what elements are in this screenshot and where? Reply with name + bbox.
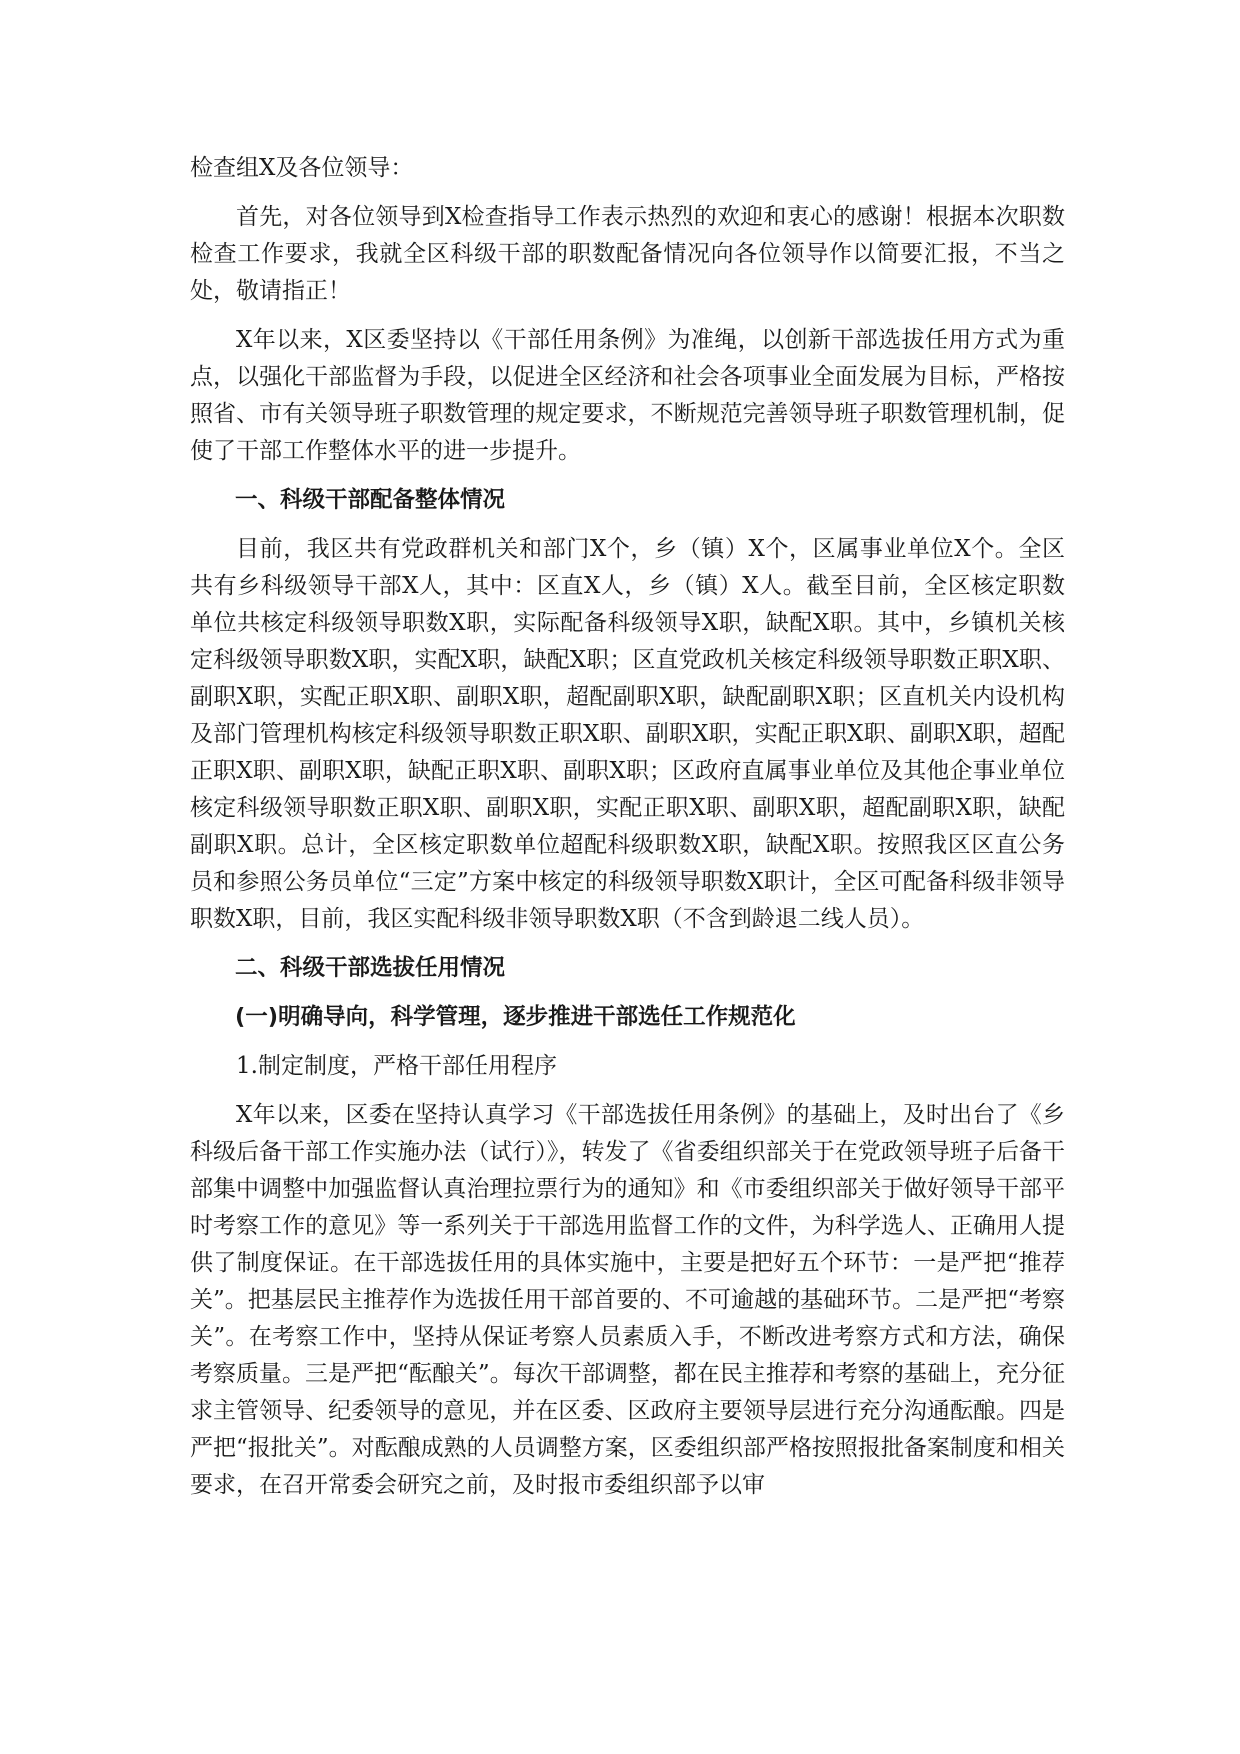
section2-paragraph: X年以来，区委在坚持认真学习《干部选拔任用条例》的基础上，及时出台了《乡科级后备干部工作实施办法（试行）》，转发了《省委组织部关于在党政领导班子后备干部集中调整中加强监督认真治理拉票行为的通知》和《市委组织部关于做好领导干部平时考察工作的意见》等一系列关于干部选用监督工作的文件，为科学选人、正确用人提供了制度保证。在干部选拔任用的具体实施中，主要是把好五个环节：一是严把“推荐关”。把基层民主推荐作为选拔任用干部首要的、不可逾越的基础环节。二是严把“考察关”。在考察工作中，坚持从保证考察人员素质入手，不断改进考察方式和方法，确保考察质量。三是严把“酝酿关”。每次干部调整，都在民主推荐和考察的基础上，充分征求主管领导、纪委领导的意见，并在区委、区政府主要领导层进行充分沟通酝酿。四是严把“报批关”。对酝酿成熟的人员调整方案，区委组织部严格按照报批备案制度和相关要求，在召开常委会研究之前，及时报市委组织部予以审 (190, 1102, 1065, 1498)
section2-subheading: (一)明确导向，科学管理，逐步推进干部选任工作规范化 (235, 1004, 796, 1030)
document-page (190, 150, 1065, 1504)
intro-paragraph-1: 首先，对各位领导到X检查指导工作表示热烈的欢迎和衷心的感谢！根据本次职数检查工作要求，我就全区科级干部的职数配备情况向各位领导作以简要汇报，不当之处，敬请指正！ (190, 204, 1065, 304)
salutation: 检查组X及各位领导： (190, 155, 414, 181)
intro-paragraph-2: X年以来，X区委坚持以《干部任用条例》为准绳，以创新干部选拔任用方式为重点，以强化干部监督为手段，以促进全区经济和社会各项事业全面发展为目标，严格按照省、市有关领导班子职数管理的规定要求，不断规范完善领导班子职数管理机制，促使了干部工作整体水平的进一步提升。 (190, 327, 1065, 464)
section-heading-1: 一、科级干部配备整体情况 (235, 487, 506, 513)
section2-item-title: 1.制定制度，严格干部任用程序 (236, 1053, 557, 1079)
section-heading-2: 二、科级干部选拔任用情况 (235, 955, 506, 981)
section1-paragraph: 目前，我区共有党政群机关和部门X个，乡（镇）X个，区属事业单位X个。全区共有乡科级领导干部X人，其中：区直X人，乡（镇）X人。截至目前，全区核定职数单位共核定科级领导职数X职，实际配备科级领导X职，缺配X职。其中，乡镇机关核定科级领导职数X职，实配X职，缺配X职；区直党政机关核定科级领导职数正职X职、副职X职，实配正职X职、副职X职，超配副职X职，缺配副职X职；区直机关内设机构及部门管理机构核定科级领导职数正职X职、副职X职，实配正职X职、副职X职，超配正职X职、副职X职，缺配正职X职、副职X职；区政府直属事业单位及其他企事业单位核定科级领导职数正职X职、副职X职，实配正职X职、副职X职，超配副职X职，缺配副职X职。总计，全区核定职数单位超配科级职数X职，缺配X职。按照我区区直公务员和参照公务员单位“三定”方案中核定的科级领导职数X职计，全区可配备科级非领导职数X职，目前，我区实配科级非领导职数X职（不含到龄退二线人员）。 (190, 536, 1065, 932)
